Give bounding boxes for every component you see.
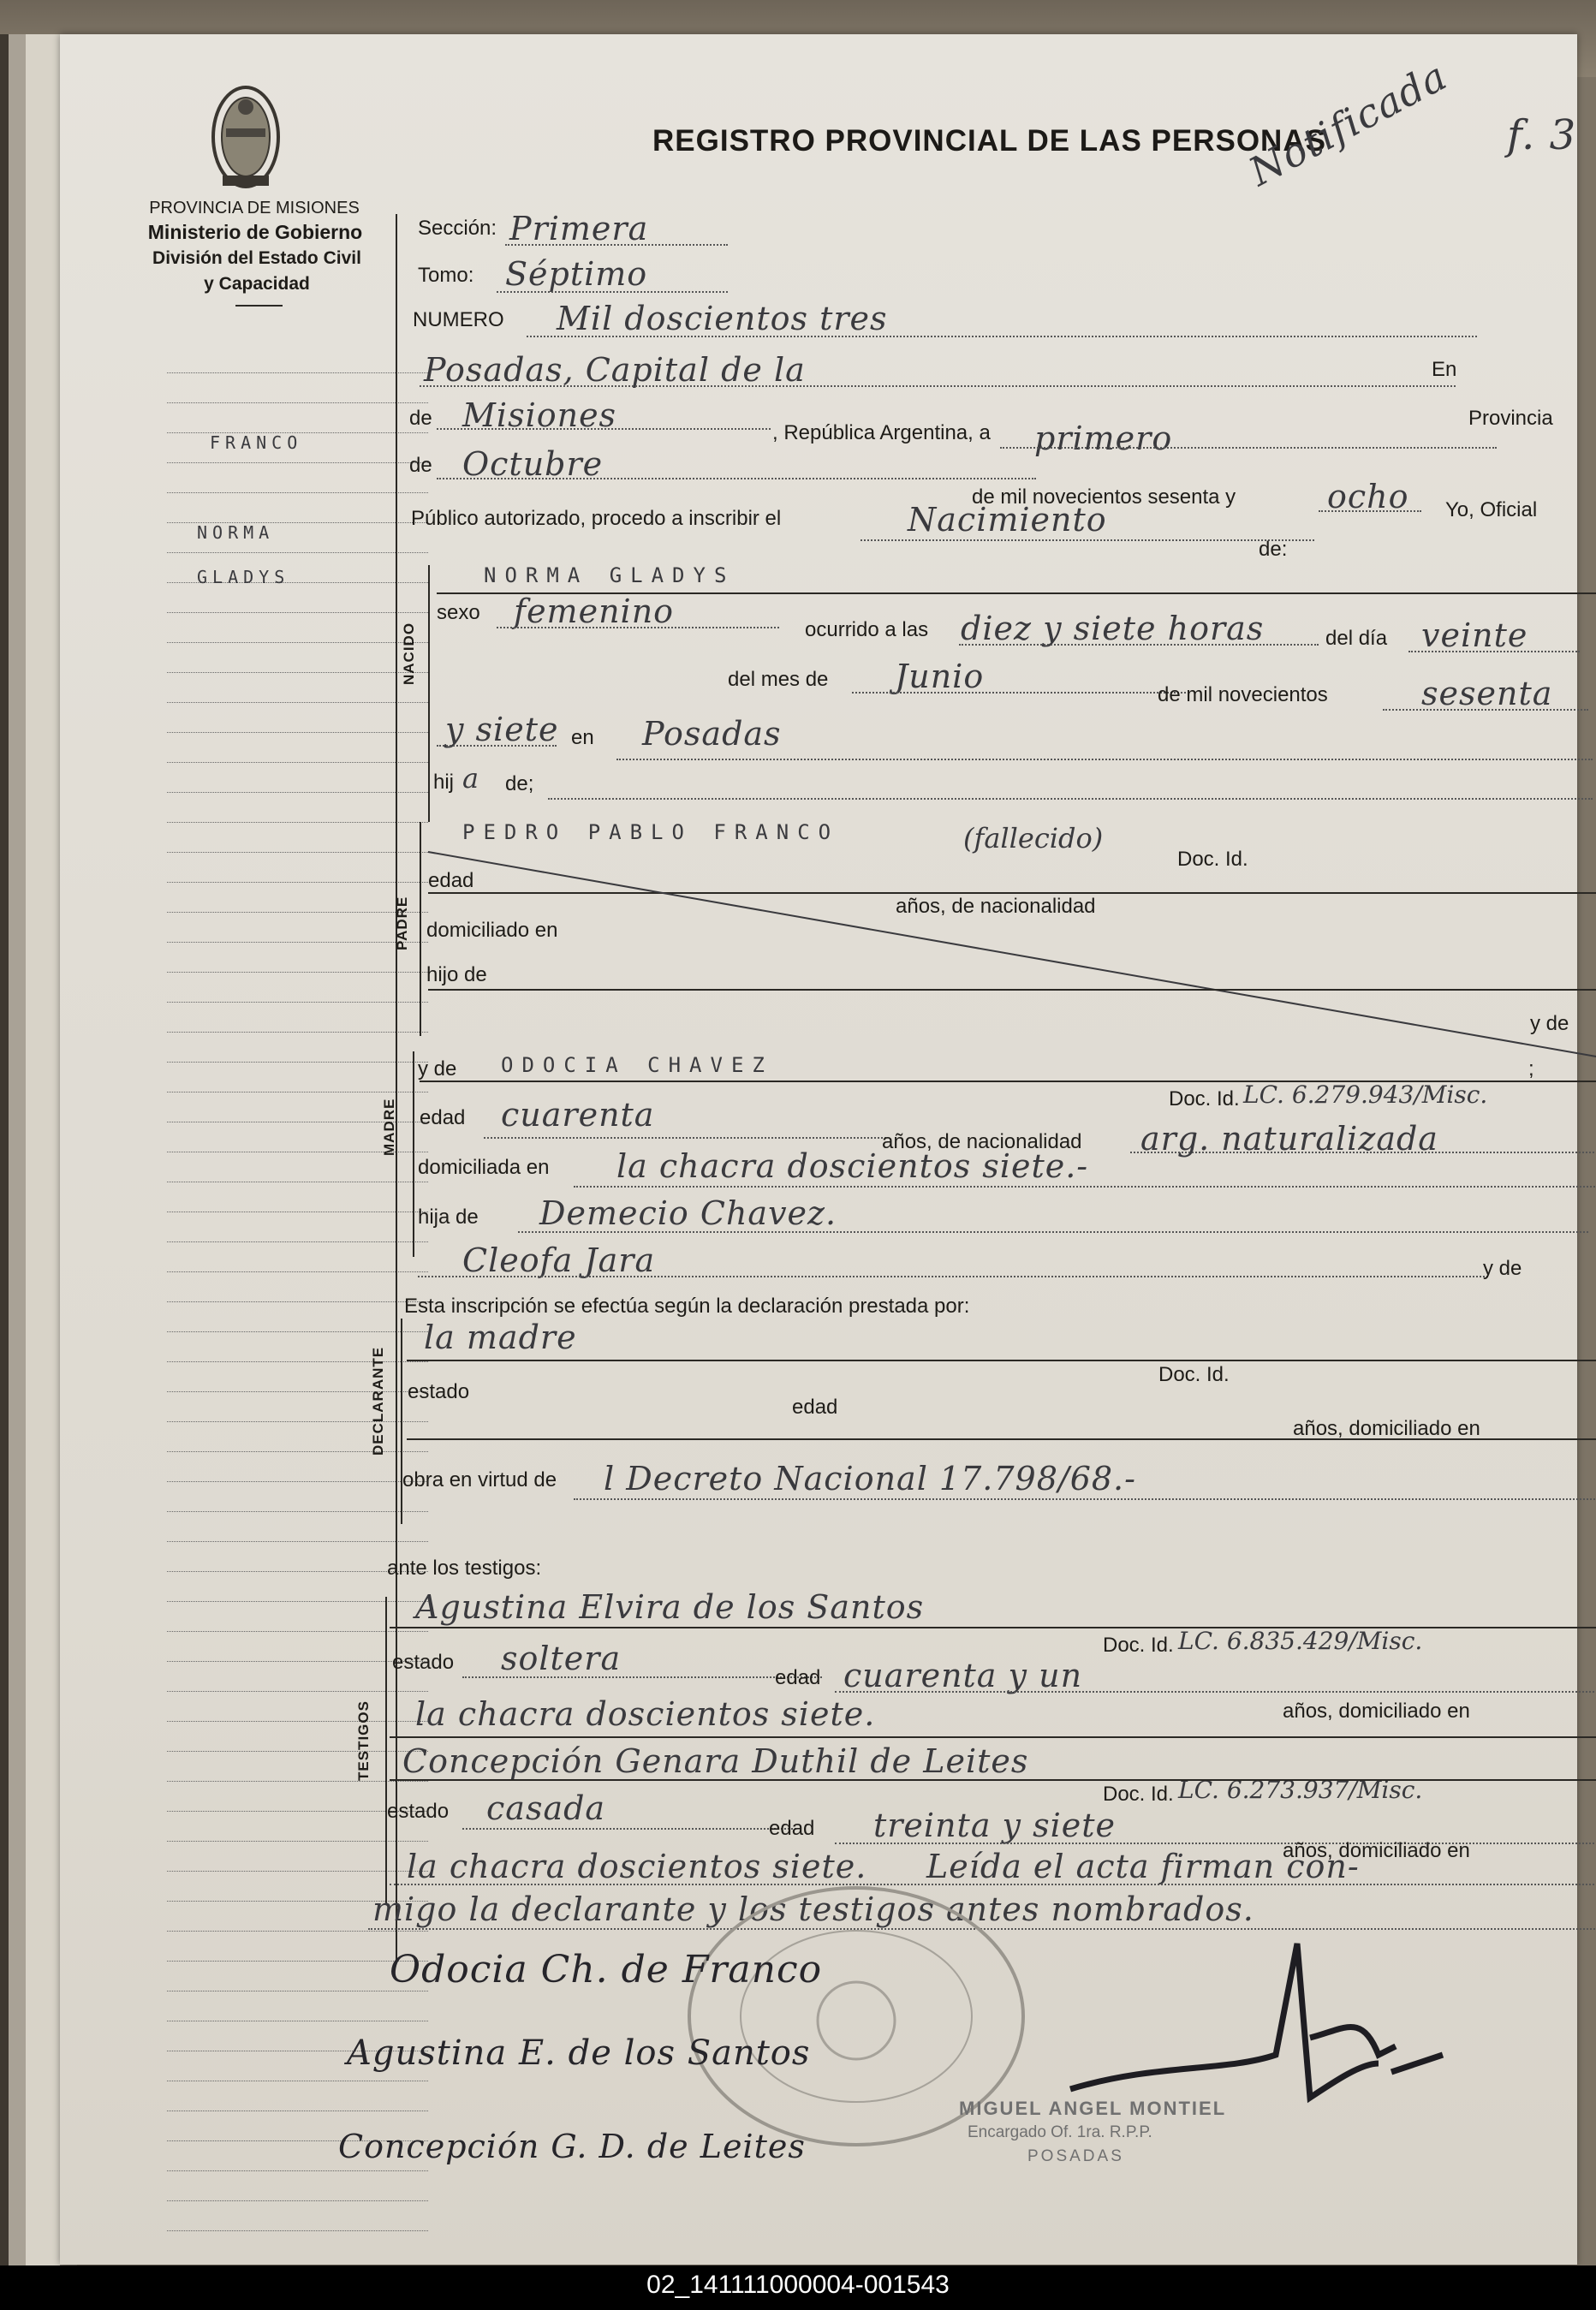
- testigo2-doc-label: Doc. Id.: [1103, 1783, 1174, 1806]
- mes-label: del mes de: [728, 668, 829, 691]
- madre-edad-value: cuarenta: [501, 1096, 655, 1134]
- margin-name-1: NORMA: [197, 522, 275, 543]
- anio-nac-label: de mil novecientos: [1158, 683, 1328, 706]
- testigo2-name: Concepción Genara Duthil de Leites: [402, 1742, 1029, 1780]
- province-value: Misiones: [462, 396, 617, 434]
- city-value: Posadas, Capital de la: [424, 351, 806, 389]
- agency-divider: [235, 305, 283, 307]
- declaracion-text: Esta inscripción se efectúa según la declaración prestada por:: [404, 1295, 970, 1318]
- de-label-2: de: [409, 454, 432, 477]
- hija-de-label: de;: [505, 772, 534, 795]
- section-label-nacido: NACIDO: [401, 622, 417, 685]
- seccion-label: Sección:: [418, 217, 497, 240]
- margin-name-2: GLADYS: [197, 567, 290, 587]
- act-value: Nacimiento: [908, 501, 1107, 539]
- sexo-label: sexo: [437, 601, 480, 624]
- numero-value: Mil doscientos tres: [557, 300, 888, 337]
- section-label-madre: MADRE: [381, 1098, 397, 1156]
- day-value: primero: [1034, 420, 1173, 457]
- declarante-anos-label: años, domiciliado en: [1293, 1417, 1480, 1440]
- madre-doc-label: Doc. Id.: [1169, 1087, 1240, 1110]
- section-label-testigos: TESTIGOS: [355, 1700, 372, 1781]
- padre-cancel-stroke: [420, 839, 1596, 1062]
- en-label: En: [1432, 358, 1457, 381]
- mes-value: Junio: [895, 658, 985, 695]
- madre-name: ODOCIA CHAVEZ: [501, 1053, 773, 1077]
- anio-label: de mil novecientos sesenta y: [972, 485, 1236, 509]
- testigo1-doc-label: Doc. Id.: [1103, 1634, 1174, 1657]
- declarante-doc-label: Doc. Id.: [1158, 1363, 1230, 1386]
- en-nac-label: en: [571, 726, 594, 749]
- section-label-declarante: DECLARANTE: [370, 1346, 386, 1456]
- tomo-label: Tomo:: [418, 264, 474, 287]
- official-signature: [1053, 1935, 1456, 2123]
- testigo2-edad: treinta y siete: [873, 1807, 1117, 1844]
- hora-value: diez y siete horas: [961, 610, 1265, 647]
- de-colon-label: de:: [1259, 538, 1288, 561]
- official-role: Encargado Of. 1ra. R.P.P.: [968, 2123, 1152, 2141]
- madre-yde-label: y de: [418, 1057, 457, 1081]
- footer-id: 02_141111000004-001543: [646, 2271, 950, 2299]
- testigo2-anos-label: años, domiciliado en: [1283, 1839, 1470, 1862]
- declarante-obra-label: obra en virtud de: [402, 1468, 557, 1491]
- testigo1-domicilio: la chacra doscientos siete.: [415, 1695, 876, 1733]
- page-title: REGISTRO PROVINCIAL DE LAS PERSONAS: [652, 124, 1326, 158]
- closing-line-2: migo la declarante y los testigos antes nombrados.: [372, 1890, 1254, 1928]
- madre-doc-value: LC. 6.279.943/Misc.: [1243, 1081, 1488, 1109]
- testigo1-estado-label: estado: [392, 1651, 455, 1674]
- lugar-value: Posadas: [642, 715, 782, 753]
- dia-label: del día: [1325, 627, 1388, 650]
- testigo1-edad-label: edad: [775, 1666, 821, 1689]
- agency-line-3: División del Estado Civil: [152, 248, 361, 268]
- madre-edad-label: edad: [420, 1106, 466, 1129]
- sexo-value: femenino: [514, 592, 675, 630]
- year-word: ocho: [1327, 478, 1409, 515]
- tomo-value: Séptimo: [505, 255, 648, 293]
- testigo2-edad-label: edad: [769, 1817, 815, 1840]
- margin-surname: FRANCO: [210, 432, 303, 453]
- padre-semicolon: ;: [1528, 1057, 1534, 1081]
- provincia-label: Provincia: [1468, 407, 1553, 430]
- testigo2-domicilio: la chacra doscientos siete.: [407, 1848, 867, 1885]
- padre-hijo-label: hijo de: [426, 963, 487, 986]
- padre-anos-label: años, de nacionalidad: [896, 895, 1096, 918]
- padre-doc-label: Doc. Id.: [1177, 848, 1248, 871]
- dia-value: veinte: [1421, 616, 1528, 654]
- madre-yde2-label: y de: [1483, 1257, 1522, 1280]
- section-label-padre: PADRE: [394, 896, 410, 950]
- month-value: Octubre: [462, 445, 604, 483]
- testigo1-estado: soltera: [501, 1640, 622, 1677]
- hija-prefix: hij: [433, 771, 455, 794]
- madre-anos-label: años, de nacionalidad: [882, 1130, 1082, 1153]
- madre-nacionalidad: arg. naturalizada: [1140, 1120, 1438, 1158]
- anio2-value: y siete: [445, 711, 559, 748]
- agency-line-4: y Capacidad: [204, 274, 310, 294]
- official-city: POSADAS: [1027, 2147, 1124, 2165]
- declarante-name: la madre: [424, 1319, 577, 1356]
- padre-edad-label: edad: [428, 869, 474, 892]
- madre-madre-value: Cleofa Jara: [462, 1241, 656, 1279]
- republica-label: , República Argentina, a: [772, 421, 991, 444]
- agency-line-1: PROVINCIA DE MISIONES: [149, 199, 360, 217]
- official-name: MIGUEL ANGEL MONTIEL: [959, 2098, 1227, 2119]
- main-vertical-rule: [396, 214, 397, 1961]
- ocurrido-label: ocurrido a las: [805, 618, 929, 641]
- declarante-obra-value: l Decreto Nacional 17.798/68.-: [604, 1460, 1136, 1497]
- seccion-value: Primera: [509, 210, 649, 247]
- hija-suffix: a: [462, 762, 479, 795]
- testigo1-anos-label: años, domiciliado en: [1283, 1700, 1470, 1723]
- madre-padre-value: Demecio Chavez.: [539, 1194, 837, 1232]
- nacido-name: NORMA GLADYS: [484, 563, 735, 587]
- testigo1-edad: cuarenta y un: [843, 1657, 1083, 1694]
- folio-mark: f. 3: [1507, 111, 1577, 159]
- document-page: [60, 34, 1577, 2265]
- testigo1-doc-value: LC. 6.835.429/Misc.: [1178, 1627, 1423, 1655]
- declarante-estado-label: estado: [408, 1380, 470, 1403]
- padre-note: (fallecido): [963, 822, 1104, 854]
- padre-name: PEDRO PABLO FRANCO: [462, 820, 840, 844]
- de-label: de: [409, 407, 432, 430]
- testigo2-estado: casada: [486, 1789, 606, 1827]
- signature-testigo-2: Concepción G. D. de Leites: [338, 2128, 806, 2165]
- testigo1-name: Agustina Elvira de los Santos: [415, 1588, 925, 1626]
- padre-yde-label: y de: [1530, 1012, 1569, 1035]
- testigos-ante-label: ante los testigos:: [387, 1557, 542, 1580]
- signature-testigo-1: Agustina E. de los Santos: [347, 2033, 811, 2073]
- numero-label: NUMERO: [413, 308, 504, 331]
- madre-domicilio: la chacra doscientos siete.-: [616, 1147, 1089, 1185]
- signature-declarante: Odocia Ch. de Franco: [390, 1948, 823, 1991]
- agency-line-2: Ministerio de Gobierno: [147, 221, 363, 243]
- anio-value: sesenta: [1421, 675, 1553, 712]
- madre-hija-label: hija de: [418, 1206, 479, 1229]
- notificada-stamp: Notificada: [1242, 52, 1455, 195]
- yo-oficial-label: Yo, Oficial: [1445, 498, 1538, 521]
- testigo2-estado-label: estado: [387, 1800, 450, 1823]
- declarante-edad-label: edad: [792, 1396, 838, 1419]
- madre-domic-label: domiciliada en: [418, 1156, 550, 1179]
- coat-of-arms-icon: [207, 81, 284, 193]
- publico-label: Público autorizado, procedo a inscribir el: [411, 507, 782, 530]
- closing-line-1: Leída el acta firman con-: [926, 1848, 1360, 1885]
- testigo2-doc-value: LC. 6.273.937/Misc.: [1178, 1776, 1423, 1804]
- padre-domic-label: domiciliado en: [426, 919, 558, 942]
